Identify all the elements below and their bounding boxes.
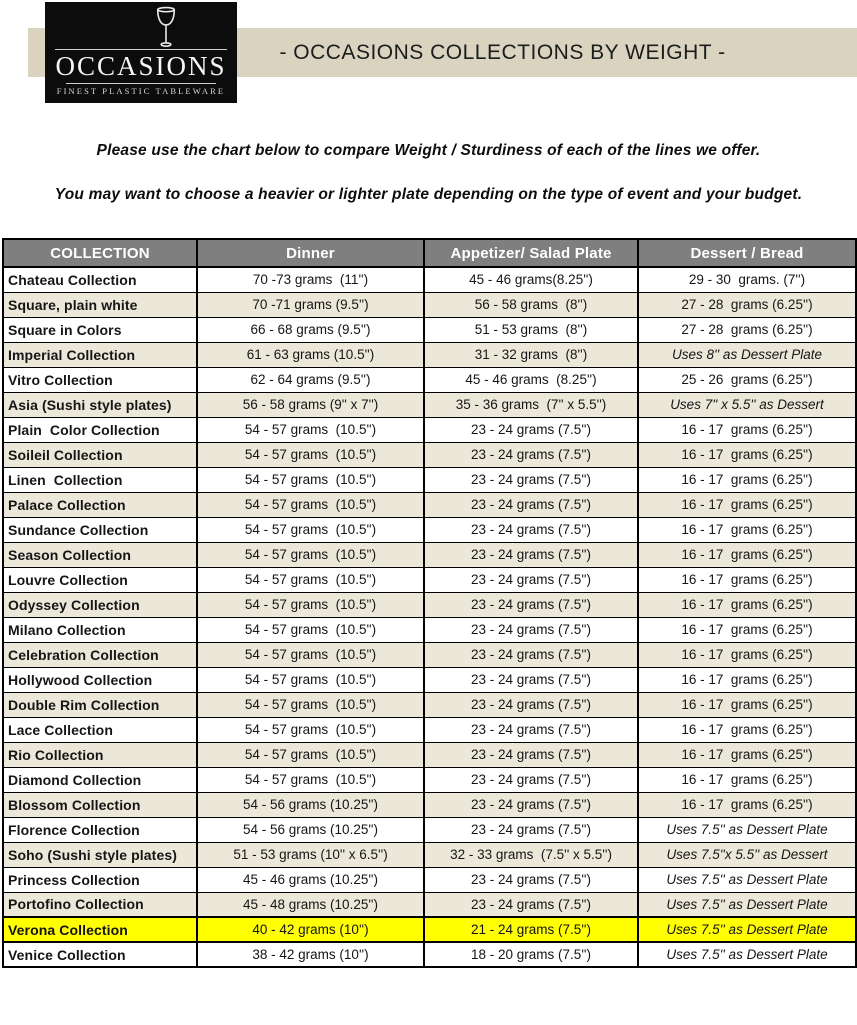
logo-box	[45, 2, 237, 103]
cell-dessert: 16 - 17 grams (6.25'')	[638, 767, 856, 792]
cell-dinner: 45 - 48 grams (10.25'')	[197, 892, 424, 917]
cell-dessert: 16 - 17 grams (6.25'')	[638, 617, 856, 642]
cell-collection-name: Plain Color Collection	[3, 417, 197, 442]
intro-line-1: Please use the chart below to compare Weight / Sturdiness of each of the lines we offer.	[96, 142, 761, 159]
cell-dinner: 54 - 57 grams (10.5'')	[197, 642, 424, 667]
cell-collection-name: Asia (Sushi style plates)	[3, 392, 197, 417]
cell-dessert: 16 - 17 grams (6.25'')	[638, 792, 856, 817]
cell-appetizer: 23 - 24 grams (7.5'')	[424, 442, 638, 467]
cell-dessert: 16 - 17 grams (6.25'')	[638, 567, 856, 592]
cell-collection-name: Verona Collection	[3, 917, 197, 942]
cell-collection-name: Square in Colors	[3, 317, 197, 342]
cell-collection-name: Princess Collection	[3, 867, 197, 892]
cell-dessert: 29 - 30 grams. (7'')	[638, 267, 856, 292]
cell-dessert: Uses 7.5'' as Dessert Plate	[638, 817, 856, 842]
column-header-appetizer: Appetizer/ Salad Plate	[424, 239, 638, 267]
table-row	[3, 617, 856, 642]
table-row	[3, 567, 856, 592]
column-header-collection: COLLECTION	[3, 239, 197, 267]
cell-appetizer: 23 - 24 grams (7.5'')	[424, 667, 638, 692]
page-title: - OCCASIONS COLLECTIONS BY WEIGHT -	[279, 40, 726, 64]
cell-dinner: 54 - 57 grams (10.5'')	[197, 567, 424, 592]
cell-appetizer: 35 - 36 grams (7'' x 5.5'')	[424, 392, 638, 417]
table-row	[3, 342, 856, 367]
cell-collection-name: Imperial Collection	[3, 342, 197, 367]
cell-appetizer: 23 - 24 grams (7.5'')	[424, 717, 638, 742]
cell-dinner: 54 - 57 grams (10.5'')	[197, 717, 424, 742]
cell-collection-name: Square, plain white	[3, 292, 197, 317]
cell-dessert: Uses 7.5'' as Dessert Plate	[638, 942, 856, 967]
cell-dessert: 16 - 17 grams (6.25'')	[638, 467, 856, 492]
cell-appetizer: 21 - 24 grams (7.5'')	[424, 917, 638, 942]
logo-divider	[66, 83, 216, 84]
cell-dessert: 16 - 17 grams (6.25'')	[638, 692, 856, 717]
cell-collection-name: Soho (Sushi style plates)	[3, 842, 197, 867]
cell-dinner: 54 - 57 grams (10.5'')	[197, 492, 424, 517]
cell-dessert: 16 - 17 grams (6.25'')	[638, 667, 856, 692]
cell-appetizer: 23 - 24 grams (7.5'')	[424, 767, 638, 792]
table-row	[3, 792, 856, 817]
cell-dessert: 25 - 26 grams (6.25'')	[638, 367, 856, 392]
table-row	[3, 842, 856, 867]
cell-dinner: 62 - 64 grams (9.5'')	[197, 367, 424, 392]
cell-dessert: 27 - 28 grams (6.25'')	[638, 292, 856, 317]
table-header-row	[3, 239, 856, 267]
cell-dinner: 54 - 57 grams (10.5'')	[197, 442, 424, 467]
cell-appetizer: 23 - 24 grams (7.5'')	[424, 467, 638, 492]
table-row	[3, 667, 856, 692]
cell-collection-name: Florence Collection	[3, 817, 197, 842]
table-row	[3, 592, 856, 617]
cell-appetizer: 31 - 32 grams (8'')	[424, 342, 638, 367]
table-row	[3, 492, 856, 517]
cell-dessert: 27 - 28 grams (6.25'')	[638, 317, 856, 342]
cell-appetizer: 45 - 46 grams (8.25'')	[424, 367, 638, 392]
cell-appetizer: 23 - 24 grams (7.5'')	[424, 492, 638, 517]
cell-dinner: 51 - 53 grams (10'' x 6.5'')	[197, 842, 424, 867]
cell-appetizer: 23 - 24 grams (7.5'')	[424, 792, 638, 817]
cell-dessert: 16 - 17 grams (6.25'')	[638, 717, 856, 742]
cell-dinner: 66 - 68 grams (9.5'')	[197, 317, 424, 342]
cell-appetizer: 23 - 24 grams (7.5'')	[424, 867, 638, 892]
table-row	[3, 417, 856, 442]
table-row	[3, 942, 856, 967]
cell-collection-name: Portofino Collection	[3, 892, 197, 917]
cell-appetizer: 56 - 58 grams (8'')	[424, 292, 638, 317]
cell-dessert: 16 - 17 grams (6.25'')	[638, 442, 856, 467]
table-row	[3, 692, 856, 717]
logo-name: OCCASIONS	[55, 51, 227, 81]
cell-collection-name: Double Rim Collection	[3, 692, 197, 717]
cell-dinner: 54 - 57 grams (10.5'')	[197, 617, 424, 642]
cell-dessert: 16 - 17 grams (6.25'')	[638, 542, 856, 567]
cell-dessert: Uses 7.5'' as Dessert Plate	[638, 867, 856, 892]
cell-dinner: 56 - 58 grams (9'' x 7'')	[197, 392, 424, 417]
cell-appetizer: 32 - 33 grams (7.5'' x 5.5'')	[424, 842, 638, 867]
table-row	[3, 292, 856, 317]
logo-tagline: FINEST PLASTIC TABLEWARE	[56, 86, 226, 96]
cell-collection-name: Hollywood Collection	[3, 667, 197, 692]
cell-collection-name: Rio Collection	[3, 742, 197, 767]
cell-appetizer: 23 - 24 grams (7.5'')	[424, 517, 638, 542]
cell-collection-name: Palace Collection	[3, 492, 197, 517]
cell-dinner: 54 - 57 grams (10.5'')	[197, 517, 424, 542]
table-row	[3, 392, 856, 417]
cell-collection-name: Milano Collection	[3, 617, 197, 642]
cell-collection-name: Sundance Collection	[3, 517, 197, 542]
cell-appetizer: 23 - 24 grams (7.5'')	[424, 542, 638, 567]
cell-dinner: 40 - 42 grams (10'')	[197, 917, 424, 942]
cell-dinner: 54 - 57 grams (10.5'')	[197, 742, 424, 767]
cell-dinner: 54 - 57 grams (10.5'')	[197, 467, 424, 492]
table-body	[3, 267, 856, 967]
cell-dinner: 54 - 57 grams (10.5'')	[197, 542, 424, 567]
cell-dessert: 16 - 17 grams (6.25'')	[638, 742, 856, 767]
cell-collection-name: Venice Collection	[3, 942, 197, 967]
cell-appetizer: 23 - 24 grams (7.5'')	[424, 817, 638, 842]
cell-appetizer: 45 - 46 grams(8.25'')	[424, 267, 638, 292]
cell-dinner: 54 - 56 grams (10.25'')	[197, 817, 424, 842]
cell-collection-name: Chateau Collection	[3, 267, 197, 292]
table-row	[3, 767, 856, 792]
page-header	[0, 0, 857, 105]
cell-dessert: Uses 7.5''x 5.5'' as Dessert	[638, 842, 856, 867]
intro-text	[0, 105, 857, 238]
cell-collection-name: Diamond Collection	[3, 767, 197, 792]
intro-line-2: You may want to choose a heavier or lighter plate depending on the type of event and your budget.	[54, 186, 803, 203]
cell-collection-name: Blossom Collection	[3, 792, 197, 817]
cell-appetizer: 23 - 24 grams (7.5'')	[424, 592, 638, 617]
cell-appetizer: 23 - 24 grams (7.5'')	[424, 617, 638, 642]
cell-appetizer: 51 - 53 grams (8'')	[424, 317, 638, 342]
table-row	[3, 267, 856, 292]
table-row	[3, 467, 856, 492]
cell-dinner: 70 -73 grams (11'')	[197, 267, 424, 292]
cell-dinner: 54 - 57 grams (10.5'')	[197, 417, 424, 442]
cell-collection-name: Lace Collection	[3, 717, 197, 742]
cell-collection-name: Season Collection	[3, 542, 197, 567]
cell-dessert: Uses 8'' as Dessert Plate	[638, 342, 856, 367]
table-row	[3, 867, 856, 892]
column-header-dinner: Dinner	[197, 239, 424, 267]
cell-dinner: 70 -71 grams (9.5'')	[197, 292, 424, 317]
cell-dessert: 16 - 17 grams (6.25'')	[638, 492, 856, 517]
table-row	[3, 317, 856, 342]
cell-collection-name: Vitro Collection	[3, 367, 197, 392]
cell-dinner: 38 - 42 grams (10'')	[197, 942, 424, 967]
cell-dinner: 61 - 63 grams (10.5'')	[197, 342, 424, 367]
cell-dessert: 16 - 17 grams (6.25'')	[638, 592, 856, 617]
cell-appetizer: 23 - 24 grams (7.5'')	[424, 742, 638, 767]
cell-appetizer: 23 - 24 grams (7.5'')	[424, 417, 638, 442]
cell-appetizer: 18 - 20 grams (7.5'')	[424, 942, 638, 967]
table-row	[3, 542, 856, 567]
cell-dinner: 54 - 56 grams (10.25'')	[197, 792, 424, 817]
table-row	[3, 442, 856, 467]
cell-appetizer: 23 - 24 grams (7.5'')	[424, 642, 638, 667]
cell-dinner: 54 - 57 grams (10.5'')	[197, 667, 424, 692]
cell-dinner: 45 - 46 grams (10.25'')	[197, 867, 424, 892]
cell-dinner: 54 - 57 grams (10.5'')	[197, 692, 424, 717]
cell-dessert: Uses 7.5'' as Dessert Plate	[638, 892, 856, 917]
cell-dinner: 54 - 57 grams (10.5'')	[197, 767, 424, 792]
table-row	[3, 642, 856, 667]
cell-dessert: Uses 7'' x 5.5'' as Dessert	[638, 392, 856, 417]
cell-collection-name: Soileil Collection	[3, 442, 197, 467]
cell-dessert: Uses 7.5'' as Dessert Plate	[638, 917, 856, 942]
table-row	[3, 742, 856, 767]
table-row	[3, 892, 856, 917]
cell-collection-name: Louvre Collection	[3, 567, 197, 592]
weights-table	[2, 238, 857, 968]
cell-appetizer: 23 - 24 grams (7.5'')	[424, 892, 638, 917]
cell-collection-name: Linen Collection	[3, 467, 197, 492]
table-row	[3, 817, 856, 842]
cell-appetizer: 23 - 24 grams (7.5'')	[424, 692, 638, 717]
cell-dessert: 16 - 17 grams (6.25'')	[638, 642, 856, 667]
column-header-dessert: Dessert / Bread	[638, 239, 856, 267]
table-row	[3, 717, 856, 742]
table-row	[3, 917, 856, 942]
cell-collection-name: Celebration Collection	[3, 642, 197, 667]
cell-dinner: 54 - 57 grams (10.5'')	[197, 592, 424, 617]
table-row	[3, 367, 856, 392]
cell-dessert: 16 - 17 grams (6.25'')	[638, 417, 856, 442]
table-row	[3, 517, 856, 542]
cell-dessert: 16 - 17 grams (6.25'')	[638, 517, 856, 542]
cell-collection-name: Odyssey Collection	[3, 592, 197, 617]
cell-appetizer: 23 - 24 grams (7.5'')	[424, 567, 638, 592]
